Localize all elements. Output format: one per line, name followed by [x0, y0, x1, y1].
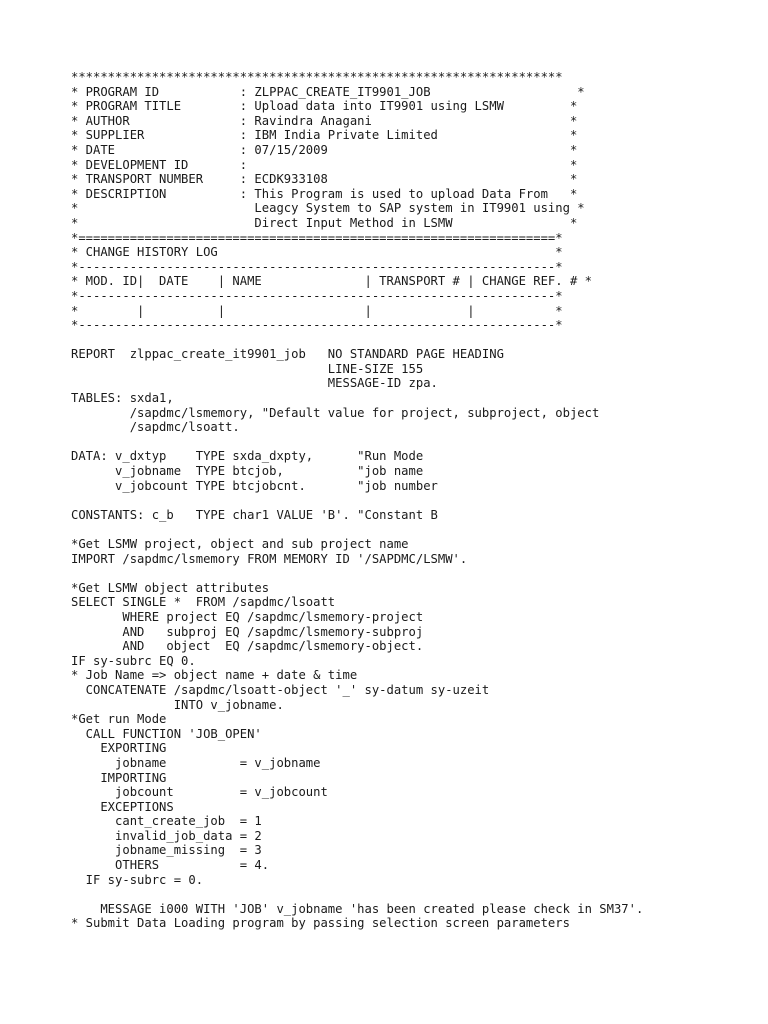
- code-line: [71, 566, 643, 581]
- code-line: invalid_job_data = 2: [71, 828, 262, 843]
- code-line: * CHANGE HISTORY LOG *: [71, 245, 563, 260]
- code-line: REPORT zlppac_create_it9901_job NO STANDARD PAGE HEADING: [71, 347, 504, 362]
- code-line: v_jobname TYPE btcjob, "job name: [71, 464, 424, 479]
- code-line: jobcount = v_jobcount: [71, 785, 328, 800]
- source-code-listing: [71, 70, 643, 931]
- code-line: OTHERS = 4.: [71, 858, 270, 873]
- code-line: INTO v_jobname.: [71, 697, 284, 712]
- code-line: AND subproj EQ /sapdmc/lsmemory-subproj: [71, 624, 424, 639]
- code-line: MESSAGE i000 WITH 'JOB' v_jobname 'has been created please check in SM37'.: [71, 901, 644, 916]
- code-line: v_jobcount TYPE btcjobcnt. "job number: [71, 478, 438, 493]
- code-line: *=================================================================*: [71, 230, 563, 245]
- code-line: * Submit Data Loading program by passing selection screen parameters: [71, 916, 570, 931]
- code-line: * Job Name => object name + date & time: [71, 668, 358, 683]
- code-line: * Direct Input Method in LSMW *: [71, 215, 578, 230]
- code-line: * MOD. ID| DATE | NAME | TRANSPORT # | CHANGE REF. # *: [71, 274, 592, 289]
- code-line: * TRANSPORT NUMBER : ECDK933108 *: [71, 172, 578, 187]
- code-line: IF sy-subrc = 0.: [71, 872, 204, 887]
- code-line: * AUTHOR : Ravindra Anagani *: [71, 113, 578, 128]
- code-line: SELECT SINGLE * FROM /sapdmc/lsoatt: [71, 595, 336, 610]
- code-line: [71, 522, 643, 537]
- code-line: [71, 493, 643, 508]
- code-line: * PROGRAM ID : ZLPPAC_CREATE_IT9901_JOB *: [71, 84, 585, 99]
- code-line: *******************************************************************: [71, 70, 563, 84]
- code-line: /sapdmc/lsmemory, "Default value for project, subproject, object: [71, 405, 600, 420]
- code-line: CONCATENATE /sapdmc/lsoatt-object '_' sy-datum sy-uzeit: [71, 682, 490, 697]
- code-line: [71, 887, 643, 902]
- code-line: *Get LSMW project, object and sub project name: [71, 537, 409, 551]
- code-line: cant_create_job = 1: [71, 814, 262, 829]
- code-line: WHERE project EQ /sapdmc/lsmemory-project: [71, 609, 424, 624]
- code-line: *-----------------------------------------------------------------*: [71, 318, 563, 333]
- code-line: * DESCRIPTION : This Program is used to upload Data From *: [71, 186, 578, 201]
- code-line: *Get run Mode: [71, 712, 167, 727]
- code-line: *-----------------------------------------------------------------*: [71, 259, 563, 274]
- code-line: * Leagcy System to SAP system in IT9901 using *: [71, 201, 585, 216]
- code-line: LINE-SIZE 155: [71, 361, 424, 376]
- code-line: CALL FUNCTION 'JOB_OPEN': [71, 726, 262, 741]
- code-line: jobname_missing = 3: [71, 843, 262, 858]
- code-line: IMPORTING: [71, 770, 167, 785]
- code-line: IMPORT /sapdmc/lsmemory FROM MEMORY ID '/SAPDMC/LSMW'.: [71, 551, 468, 566]
- code-line: CONSTANTS: c_b TYPE char1 VALUE 'B'. "Constant B: [71, 507, 438, 522]
- code-line: jobname = v_jobname: [71, 755, 321, 770]
- code-line: MESSAGE-ID zpa.: [71, 376, 438, 391]
- code-line: * DATE : 07/15/2009 *: [71, 142, 578, 157]
- code-line: * | | | | *: [71, 303, 563, 318]
- code-line: [71, 435, 643, 450]
- code-line: DATA: v_dxtyp TYPE sxda_dxpty, "Run Mode: [71, 449, 424, 464]
- code-line: IF sy-subrc EQ 0.: [71, 653, 196, 668]
- code-line: TABLES: sxda1,: [71, 391, 174, 406]
- code-line: * DEVELOPMENT ID : *: [71, 157, 578, 172]
- code-line: * PROGRAM TITLE : Upload data into IT9901 using LSMW *: [71, 99, 578, 114]
- code-line: [71, 333, 643, 348]
- code-line: /sapdmc/lsoatt.: [71, 420, 240, 435]
- code-line: * SUPPLIER : IBM India Private Limited *: [71, 128, 578, 143]
- code-line: *Get LSMW object attributes: [71, 580, 270, 595]
- code-line: EXCEPTIONS: [71, 799, 174, 814]
- code-line: *-----------------------------------------------------------------*: [71, 288, 563, 303]
- code-line: AND object EQ /sapdmc/lsmemory-object.: [71, 639, 424, 654]
- code-line: EXPORTING: [71, 741, 167, 756]
